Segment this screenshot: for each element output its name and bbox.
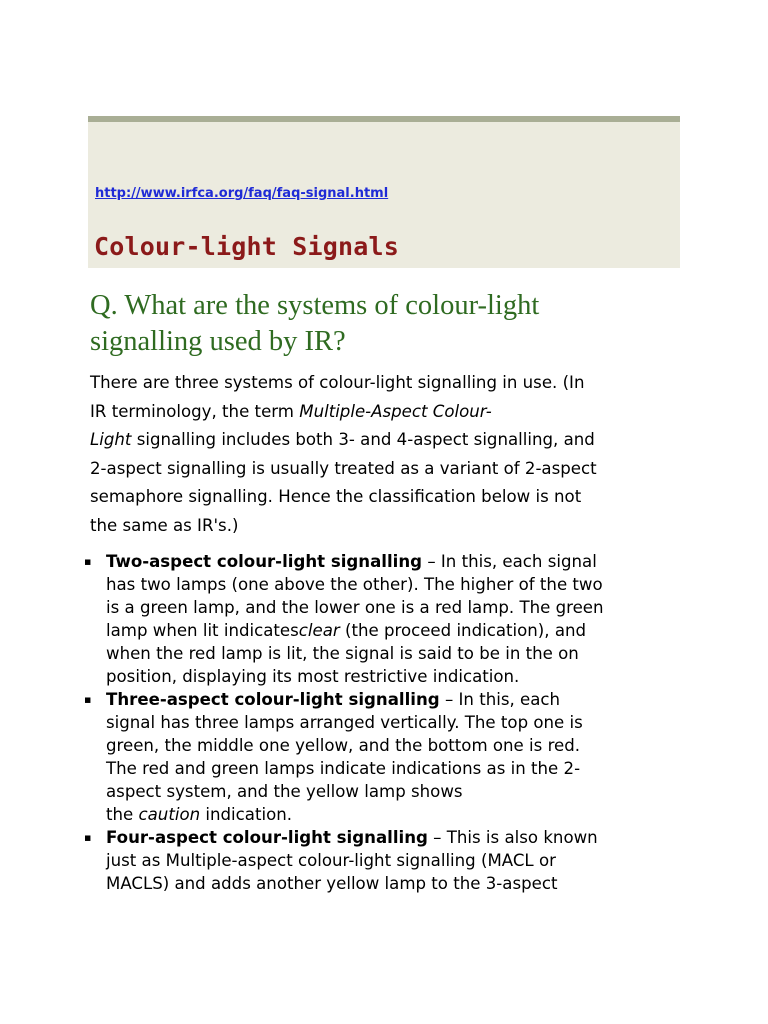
- list-line: signal has three lamps arranged vertically. The top one is: [106, 713, 583, 732]
- bullet-icon: ▪: [84, 555, 92, 568]
- list-text: indication.: [200, 805, 293, 824]
- list-line: [106, 619, 684, 642]
- list-text: lamp when lit indicates: [106, 621, 299, 640]
- list-line: when the red lamp is lit, the signal is said to be in the on: [106, 644, 579, 663]
- question-heading: [90, 288, 690, 360]
- list-line: The red and green lamps indicate indications as in the 2-: [106, 759, 581, 778]
- term-bold: Three-aspect colour-light signalling: [106, 690, 440, 709]
- list-item-two-aspect: [84, 550, 684, 688]
- intro-text: IR terminology, the term: [90, 401, 300, 421]
- term-italic: clear: [298, 621, 340, 640]
- question-line-2: signalling used by IR?: [90, 326, 346, 357]
- list-line: MACLS) and adds another yellow lamp to the 3-aspect: [106, 874, 558, 893]
- intro-line-5: semaphore signalling. Hence the classification below is not: [90, 487, 582, 506]
- list-line: [106, 803, 684, 826]
- list-line: [106, 550, 684, 573]
- source-link[interactable]: http://www.irfca.org/faq/faq-signal.html: [95, 186, 389, 201]
- intro-text: signalling includes both 3- and 4-aspect signalling, and: [131, 430, 595, 449]
- list-line: [106, 688, 684, 711]
- list-text: (the proceed indication), and: [339, 621, 587, 640]
- intro-term-italic: Light: [90, 430, 132, 449]
- list-line: position, displaying its most restrictive indication.: [106, 667, 520, 686]
- section-title: Colour-light Signals: [94, 232, 400, 261]
- list-line: aspect system, and the yellow lamp shows: [106, 782, 463, 801]
- intro-line-6: the same as IR's.): [90, 515, 239, 535]
- list-text: the: [106, 805, 139, 824]
- intro-line-1: There are three systems of colour-light signalling in use. (In: [90, 373, 585, 392]
- list-text: – In this, each signal: [422, 552, 597, 571]
- intro-line-2: [90, 402, 492, 421]
- list-line: just as Multiple-aspect colour-light signalling (MACL or: [106, 851, 556, 870]
- intro-line-4: 2-aspect signalling is usually treated as a variant of 2-aspect: [90, 458, 597, 478]
- intro-term-italic: Multiple-Aspect Colour-: [299, 401, 492, 421]
- list-line: is a green lamp, and the lower one is a red lamp. The green: [106, 598, 604, 617]
- intro-line-3: [90, 430, 595, 449]
- list-text: – In this, each: [439, 690, 561, 709]
- signalling-list: [84, 550, 684, 895]
- bullet-icon: ▪: [84, 693, 92, 706]
- list-text: – This is also known: [427, 828, 598, 847]
- question-line-1: Q. What are the systems of colour-light: [90, 290, 540, 321]
- list-item-four-aspect: [84, 826, 684, 895]
- list-item-three-aspect: [84, 688, 684, 826]
- bullet-icon: ▪: [84, 831, 92, 844]
- term-bold: Two-aspect colour-light signalling: [106, 552, 423, 571]
- list-line: [106, 826, 684, 849]
- list-line: green, the middle one yellow, and the bottom one is red.: [106, 736, 581, 755]
- term-italic: caution: [138, 805, 201, 824]
- list-line: has two lamps (one above the other). The higher of the two: [106, 575, 603, 594]
- intro-paragraph: [90, 369, 690, 540]
- term-bold: Four-aspect colour-light signalling: [106, 828, 428, 847]
